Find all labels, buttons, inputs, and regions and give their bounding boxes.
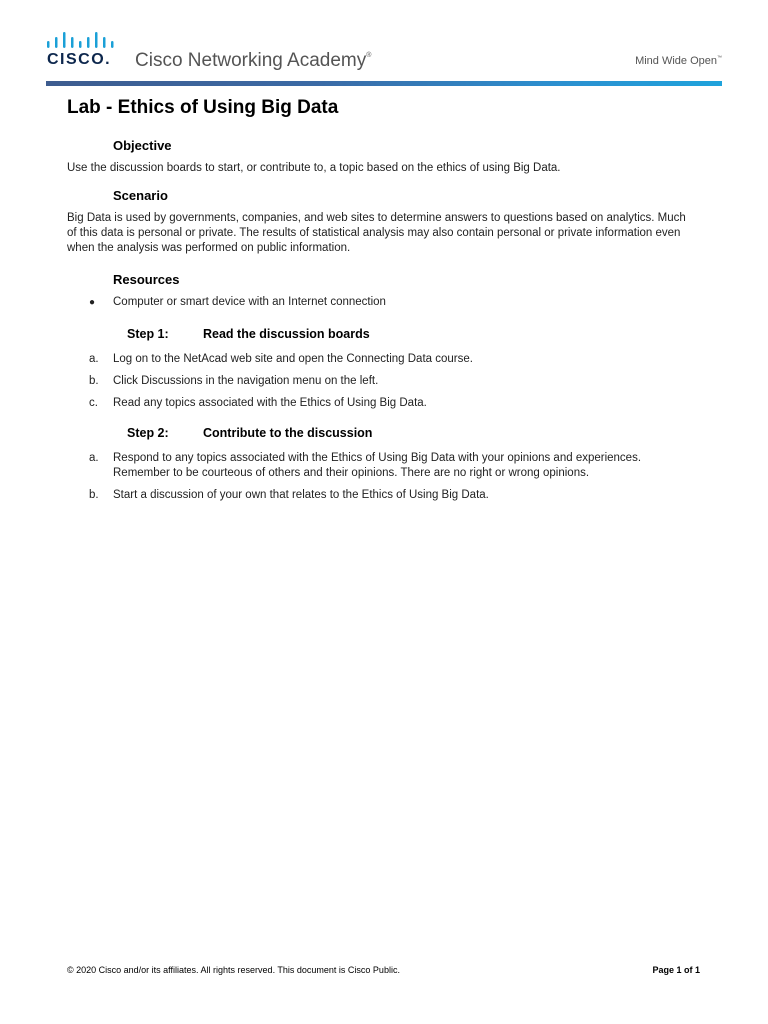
academy-name-text: Cisco Networking Academy	[135, 50, 367, 71]
bullet-icon: ●	[89, 297, 96, 308]
list-marker: c.	[89, 397, 98, 409]
instruction-text: Start a discussion of your own that relates to the Ethics of Using Big Data.	[113, 489, 489, 501]
resource-text: Computer or smart device with an Internet connection	[113, 296, 386, 308]
trademark-mark: ™	[717, 55, 722, 61]
list-item	[67, 396, 697, 411]
list-marker: a.	[89, 353, 99, 365]
instruction-text: Click Discussions in the navigation menu on the left.	[113, 375, 379, 387]
scenario-heading: Scenario	[113, 188, 168, 203]
copyright-notice: © 2020 Cisco and/or its affiliates. All rights reserved. This document is Cisco Public.	[67, 965, 400, 975]
list-item	[67, 352, 697, 367]
step-title: Contribute to the discussion	[203, 426, 373, 440]
cisco-wordmark: CISCO.	[47, 51, 112, 68]
step-number: Step 1:	[127, 327, 169, 341]
cisco-bridge-logo-icon	[47, 32, 115, 48]
list-item	[67, 374, 697, 389]
academy-name	[135, 50, 371, 72]
header-color-band	[46, 81, 722, 86]
resources-heading: Resources	[113, 272, 180, 287]
step-heading	[127, 326, 697, 342]
list-item	[67, 488, 697, 503]
step-number: Step 2:	[127, 426, 169, 440]
step-title: Read the discussion boards	[203, 327, 370, 341]
objective-heading: Objective	[113, 138, 172, 153]
page-number: Page 1 of 1	[652, 965, 700, 975]
scenario-text: Big Data is used by governments, companies, and web sites to determine answers to questions based on analytics. Much of this data is personal or private. The results of statistical analysis may also contain personal or private information even when the analysis was performed on public information.	[67, 212, 686, 254]
list-item	[67, 451, 697, 481]
step-instructions	[67, 451, 697, 503]
instruction-text: Log on to the NetAcad web site and open the Connecting Data course.	[113, 353, 473, 365]
step-heading	[127, 425, 697, 441]
resources-list	[67, 295, 697, 310]
step-instructions	[67, 352, 697, 411]
instruction-text: Read any topics associated with the Ethics of Using Big Data.	[113, 397, 427, 409]
list-marker: b.	[89, 489, 99, 501]
document-body	[67, 96, 697, 517]
instruction-text: Respond to any topics associated with the Ethics of Using Big Data with your opinions and experiences. Remember to be courteous of others and their opinions. There are no right or wrong opinions.	[113, 452, 642, 479]
registered-mark: ®	[366, 52, 372, 59]
objective-text: Use the discussion boards to start, or contribute to, a topic based on the ethics of using Big Data.	[67, 162, 561, 174]
page-header	[0, 0, 768, 86]
tagline	[635, 55, 722, 67]
page-footer	[67, 965, 700, 975]
tagline-text: Mind Wide Open	[635, 55, 717, 67]
list-marker: b.	[89, 375, 99, 387]
list-item	[67, 295, 697, 310]
list-marker: a.	[89, 452, 99, 464]
document-title: Lab - Ethics of Using Big Data	[67, 97, 339, 118]
